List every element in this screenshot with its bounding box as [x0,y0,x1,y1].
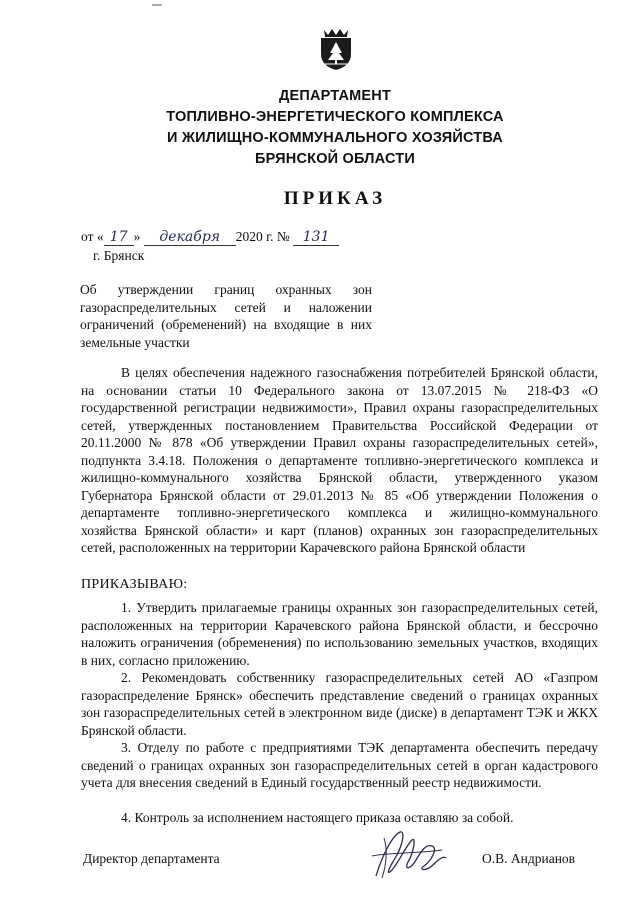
order-item-4: 4. Контроль за исполнением настоящего приказа оставляю за собой. [121,810,514,825]
date-mid: » [133,229,141,244]
date-prefix: от « [81,229,104,244]
preamble-paragraph: В целях обеспечения надежного газоснабжения потребителей Брянской области, на основании статьи 10 Федерального закона от 13.07.2015 № 218-ФЗ «О государственной регистрации недвижимости», Правил охраны газораспределительных сетей, утвержденных постановлением Правительства Российской Федерации от 20.11.2000 № 878 «Об утверждении Правил охраны газораспределительных сетей», подпункта 3.4.18. Положения о департаменте топливно-энергетического комплекса и жилищно-коммунального хозяйства Брянской области, утвержденного указом Губернатора Брянской области от 29.01.2013 № 85 «Об утверждении Положения о департаменте топливно-энергетического комплекса и жилищно-коммунального хозяйства Брянской области» и карт (планов) охранных зон газораспределительных сетей, расположенных на территории Карачевского района Брянской области [81,365,598,555]
signer-name: О.В. Андрианов [482,851,576,866]
order-date-number [81,229,339,246]
order-subject: Об утверждении границ охранных зон газораспределительных сетей и наложении ограничений (обременений) на входящие в них земельные участки [80,282,372,350]
signer-role: Директор департамента [83,851,220,866]
handwritten-signature [362,826,452,882]
order-number: 131 [293,229,339,246]
document-title: ПРИКАЗ [283,188,387,209]
order-item-1: 1. Утвердить прилагаемые границы охранных зон газораспределительных сетей, расположенных на территории Карачевского района Брянской области, и бессрочно наложить ограничения (обременения) по использованию земельных участков, входящих в них, согласно приложению. [81,600,598,668]
coat-of-arms-icon [316,26,356,72]
order-month: декабря [144,229,236,246]
order-word: ПРИКАЗЫВАЮ: [81,577,188,592]
order-year: 2020 г. [235,229,274,244]
order-day: 17 [104,229,134,246]
department-header [100,86,570,170]
department-line: И ЖИЛИЩНО-КОММУНАЛЬНОГО ХОЗЯЙСТВА [167,130,503,146]
order-city: г. Брянск [93,248,145,263]
scan-mark [152,4,162,6]
department-line: БРЯНСКОЙ ОБЛАСТИ [255,151,415,167]
order-item-2: 2. Рекомендовать собственнику газораспределительных сетей АО «Газпром газораспределение Брянск» обеспечить представление сведений о границах охранных зон газораспределительных сетей в электронном виде (диске) в департамент ТЭК и ЖКХ Брянской области. [81,670,598,738]
department-line: ДЕПАРТАМЕНТ [278,88,392,104]
number-label: № [276,229,290,244]
department-line: ТОПЛИВНО-ЭНЕРГЕТИЧЕСКОГО КОМПЛЕКСА [166,109,504,125]
order-item-3: 3. Отделу по работе с предприятиями ТЭК департамента обеспечить передачу сведений о границах охранных зон газораспределительных сетей в орган кадастрового учета для внесения сведений в Единый государственный реестр недвижимости. [81,740,598,790]
